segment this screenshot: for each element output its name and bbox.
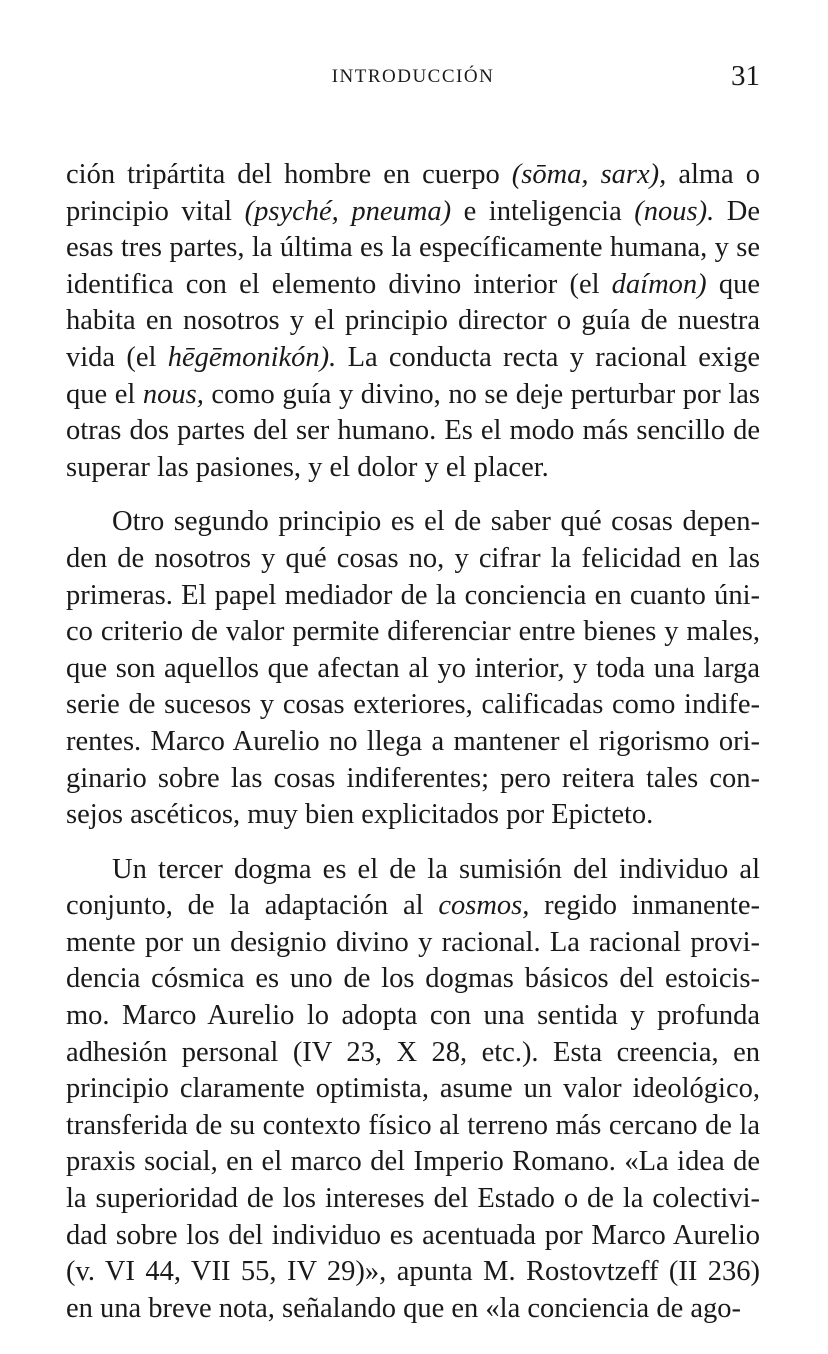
italic-term: nous, (142, 378, 204, 410)
text-line (66, 761, 760, 798)
text-run: Un tercer dogma es el de la sumisión del individuo al (112, 853, 760, 885)
text-run: e inteligencia (451, 195, 635, 227)
text-run: ción tripártita del hombre en cuerpo (66, 159, 512, 190)
text-run: primeras. El papel mediador de la conciencia en cuanto úni- (66, 579, 760, 611)
text-line (66, 724, 760, 761)
text-run: vida (el (66, 341, 168, 373)
text-line (66, 614, 760, 651)
text-run: alma o (666, 159, 760, 190)
text-line (66, 303, 760, 340)
text-run: regido inmanente- (529, 890, 760, 922)
text-run: mente por un designio divino y racional. La racional provi- (66, 926, 760, 958)
paragraph-gap (66, 834, 760, 852)
text-line (66, 267, 760, 304)
text-run: habita en nosotros y el principio director o guía de nuestra (66, 305, 760, 337)
text-line (66, 377, 760, 414)
text-run: la superioridad de los intereses del Estado o de la colectivi- (66, 1183, 760, 1215)
paragraph (66, 504, 760, 833)
text-line (66, 1218, 760, 1255)
text-run: den de nosotros y qué cosas no, y cifrar la felicidad en las (66, 542, 760, 574)
text-line (66, 687, 760, 724)
text-line (66, 340, 760, 377)
text-run: esas tres partes, la última es la específicamente humana, y se (66, 232, 760, 264)
text-line (66, 998, 760, 1035)
text-run: que son aquellos que afectan al yo interior, y toda una larga (66, 652, 760, 684)
text-line (66, 1291, 760, 1328)
text-run: que el (66, 378, 143, 410)
text-run: principio claramente optimista, asume un valor ideológico, (66, 1073, 760, 1105)
text-line (66, 1108, 760, 1145)
text-run: (v. VI 44, VII 55, IV 29)», apunta M. Rostovtzeff (II 236) (66, 1256, 760, 1288)
text-line (66, 925, 760, 962)
italic-term: hēgēmonikón). (167, 341, 337, 373)
text-run: otras dos partes del ser humano. Es el modo más sencillo de (66, 415, 760, 447)
text-run: Otro segundo principio es el de saber qué cosas depen- (112, 506, 760, 538)
text-line (66, 450, 760, 487)
text-line (66, 541, 760, 578)
text-run: rentes. Marco Aurelio no llega a mantener el rigorismo ori- (66, 725, 760, 757)
paragraph (66, 157, 760, 486)
text-line (66, 1035, 760, 1072)
text-line (66, 230, 760, 267)
text-run: adhesión personal (IV 23, X 28, etc.). Esta creencia, en (66, 1036, 760, 1068)
text-run: conjunto, de la adaptación al (66, 890, 439, 922)
text-run: co criterio de valor permite diferenciar entre bienes y males, (66, 616, 760, 648)
italic-term: (sōma, sarx), (511, 159, 667, 190)
text-line (66, 504, 760, 541)
text-line (66, 194, 760, 231)
text-line (66, 797, 760, 834)
text-run: serie de sucesos y cosas exteriores, calificadas como indife- (66, 689, 760, 721)
body-text (66, 157, 760, 1327)
italic-term: (nous). (634, 195, 715, 227)
text-line (66, 157, 760, 194)
italic-term: daímon) (611, 268, 707, 300)
text-run: mo. Marco Aurelio lo adopta con una sentida y profunda (66, 1000, 760, 1032)
running-title: INTRODUCCIÓN (331, 66, 495, 87)
italic-term: cosmos, (438, 890, 530, 922)
text-run: dad sobre los del individuo es acentuada por Marco Aurelio (66, 1219, 760, 1251)
text-run: La conducta recta y racional exige (336, 341, 760, 373)
text-line (66, 1254, 760, 1291)
text-line (66, 1071, 760, 1108)
text-run: sejos ascéticos, muy bien explicitados por Epicteto. (66, 799, 654, 831)
text-run: identifica con el elemento divino interior (el (66, 268, 612, 300)
page-number: 31 (731, 60, 760, 92)
text-run: en una breve nota, señalando que en «la conciencia de ago- (66, 1292, 741, 1324)
text-line (66, 1181, 760, 1218)
italic-term: (psyché, pneuma) (244, 195, 452, 227)
text-line (66, 1144, 760, 1181)
text-line (66, 852, 760, 889)
running-head (66, 60, 760, 96)
text-run: que (706, 268, 760, 300)
text-run: como guía y divino, no se deje perturbar por las (203, 378, 760, 410)
text-line (66, 413, 760, 450)
text-line (66, 888, 760, 925)
text-run: De (714, 195, 761, 227)
text-line (66, 578, 760, 615)
text-run: praxis social, en el marco del Imperio Romano. «La idea de (66, 1146, 760, 1178)
text-run: principio vital (66, 195, 245, 227)
text-run: ginario sobre las cosas indiferentes; pero reitera tales con- (66, 762, 760, 794)
text-run: dencia cósmica es uno de los dogmas básicos del estoicis- (66, 963, 760, 995)
text-line (66, 961, 760, 998)
paragraph-gap (66, 486, 760, 504)
text-run: transferida de su contexto físico al terreno más cercano de la (66, 1109, 760, 1141)
paragraph (66, 852, 760, 1328)
text-run: superar las pasiones, y el dolor y el placer. (66, 451, 549, 483)
text-line (66, 651, 760, 688)
